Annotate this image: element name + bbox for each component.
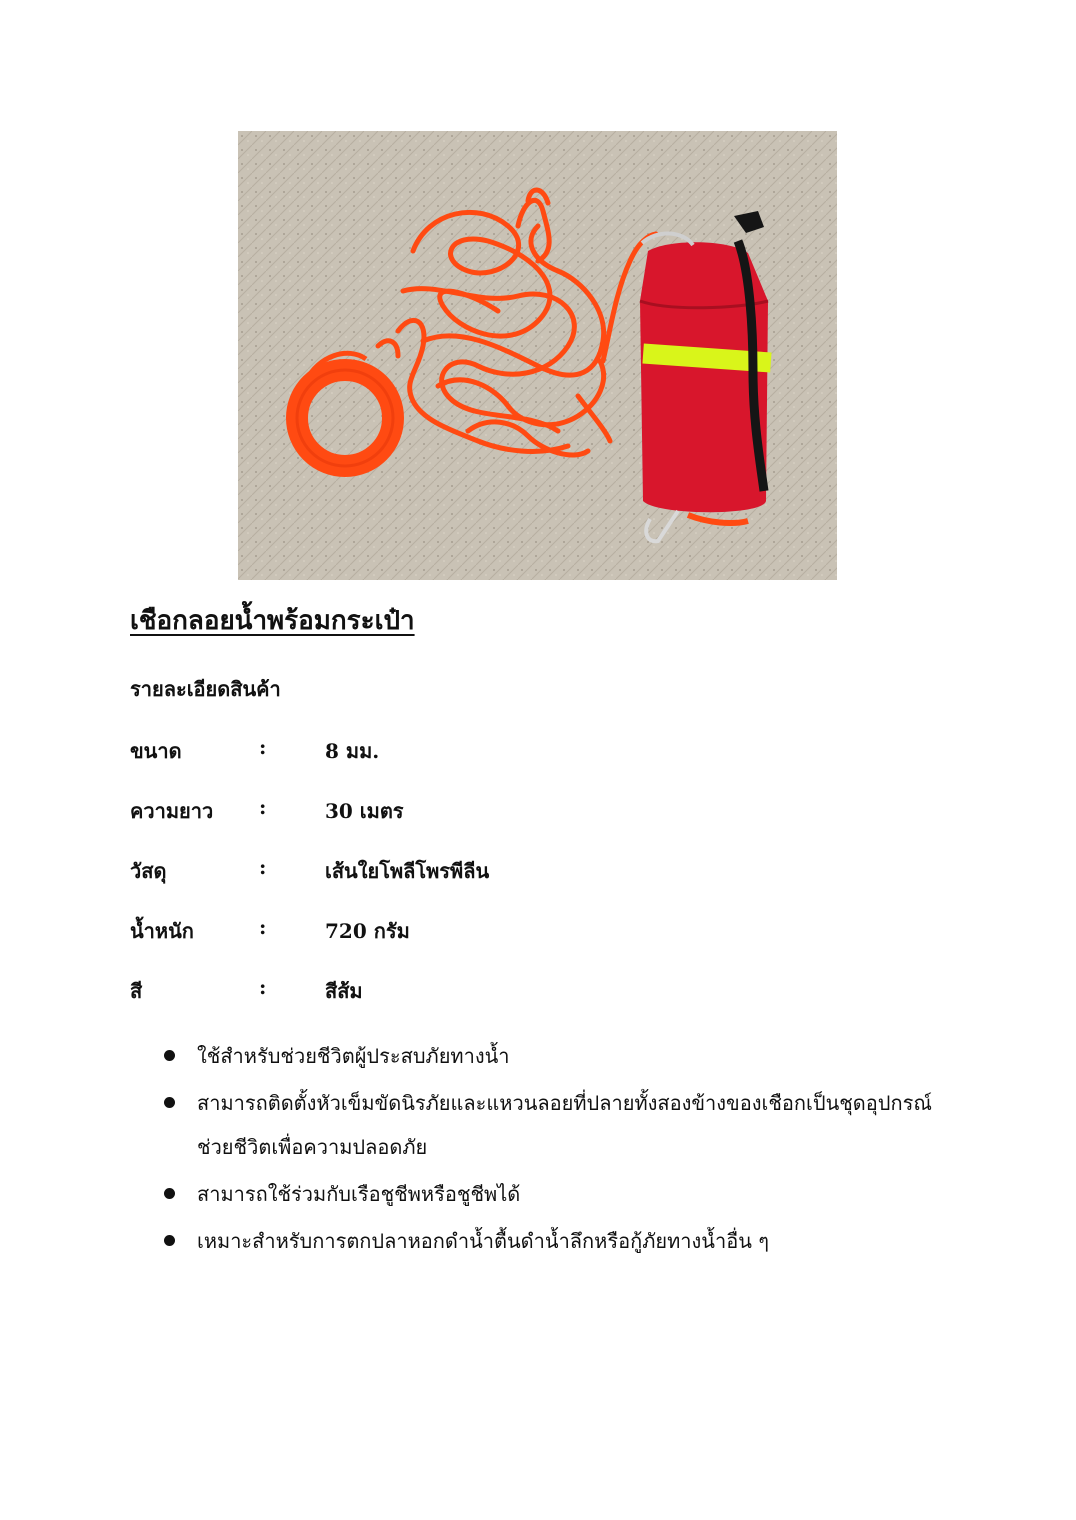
details-heading: รายละเอียดสินค้า (130, 677, 281, 701)
spec-separator: : (259, 735, 267, 759)
spec-separator: : (259, 795, 267, 819)
feature-item (160, 1172, 960, 1216)
spec-separator: : (259, 975, 267, 999)
bullet-dot-icon (164, 1050, 175, 1061)
feature-item (160, 1219, 960, 1263)
spec-label: ขนาด (130, 739, 182, 763)
product-photo (238, 131, 837, 580)
spec-label: สี (130, 979, 143, 1003)
feature-item (160, 1081, 960, 1169)
spec-label: ความยาว (130, 799, 214, 823)
spec-separator: : (259, 855, 267, 879)
feature-text: เหมาะสำหรับการตกปลาหอกดำน้ำตื้นดำน้ำลึกหรือกู้ภัยทางน้ำอื่น ๆ (197, 1229, 769, 1253)
spec-value: สีส้ม (325, 979, 363, 1003)
spec-value: 720 กรัม (325, 919, 410, 943)
bullet-dot-icon (164, 1097, 175, 1108)
feature-text: สามารถติดตั้งหัวเข็มขัดนิรภัยและแหวนลอยที่ปลายทั้งสองข้างของเชือกเป็นชุดอุปกรณ์ช่วยชีวิตเพื่อความปลอดภัย (197, 1091, 932, 1159)
spec-value: 8 มม. (325, 739, 380, 763)
bullet-dot-icon (164, 1235, 175, 1246)
spec-label: วัสดุ (130, 859, 167, 883)
product-title: เชือกลอยน้ำพร้อมกระเป๋า (130, 606, 415, 636)
bullet-dot-icon (164, 1188, 175, 1199)
feature-text: ใช้สำหรับช่วยชีวิตผู้ประสบภัยทางน้ำ (197, 1044, 510, 1068)
feature-list (160, 1034, 960, 1266)
spec-value: เส้นใยโพลีโพรพีลีน (325, 859, 490, 883)
feature-item (160, 1034, 960, 1078)
spec-label: น้ำหนัก (130, 919, 194, 943)
spec-value: 30 เมตร (325, 799, 404, 823)
feature-text: สามารถใช้ร่วมกับเรือชูชีพหรือชูชีพได้ (197, 1182, 521, 1206)
spec-separator: : (259, 915, 267, 939)
